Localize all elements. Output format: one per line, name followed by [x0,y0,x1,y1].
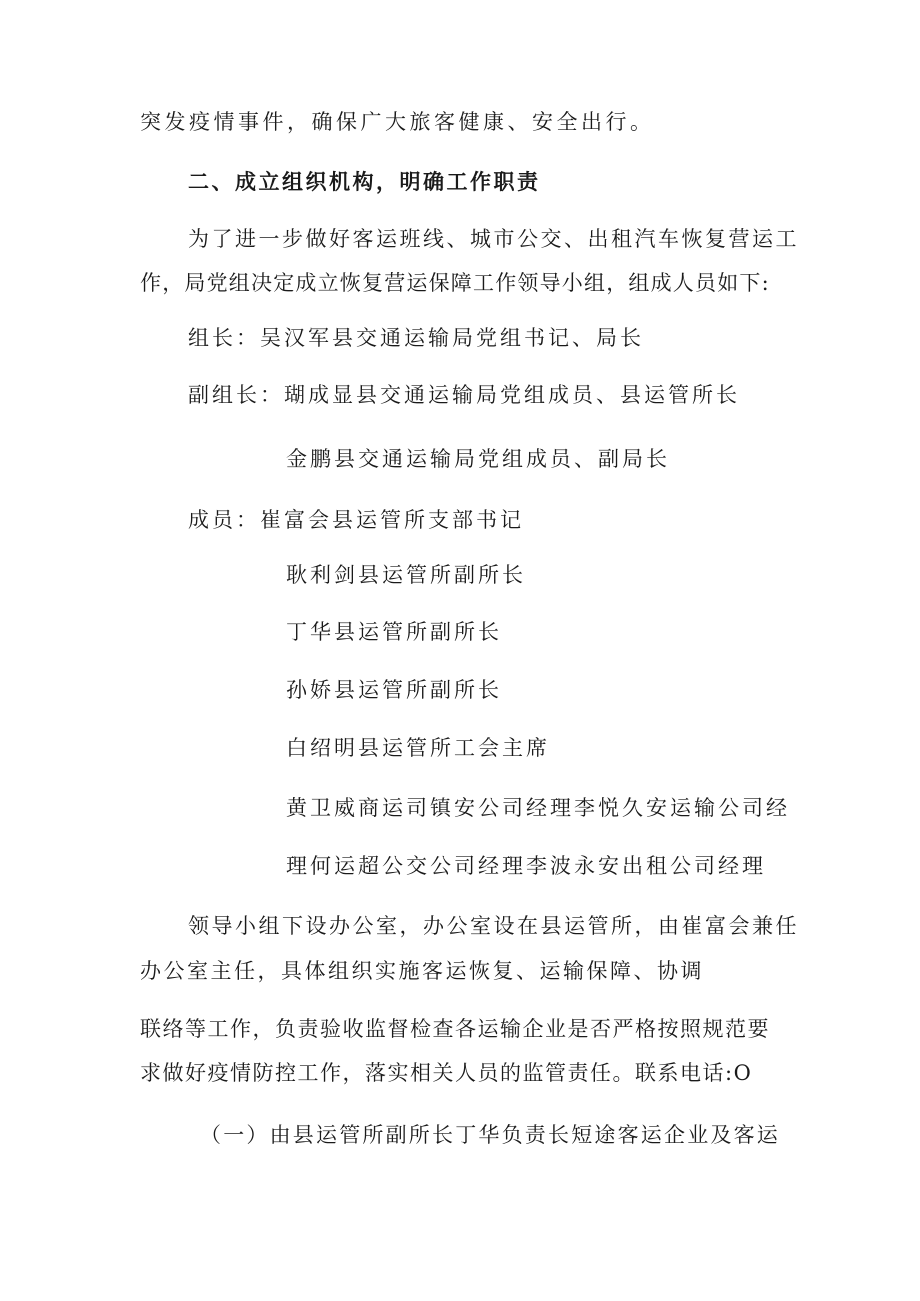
member-line: 孙娇县运管所副所长 [286,678,502,702]
paragraph-line: 联络等工作，负责验收监督检查各运输企业是否严格按照规范要 [140,1017,770,1041]
paragraph-line: （一）由县运管所副所长丁华负责长短途客运企业及客运 [200,1123,780,1147]
member-line: 金鹏县交通运输局党组成员、副局长 [286,447,670,471]
member-line: 白绍明县运管所工会主席 [286,736,550,760]
member-line: 组长：吴汉军县交通运输局党组书记、局长 [188,326,644,350]
member-line: 耿利剑县运管所副所长 [286,563,526,587]
paragraph-line: 办公室主任，具体组织实施客运恢复、运输保障、协调 [140,959,704,983]
member-line: 理何运超公交公司经理李波永安出租公司经理 [286,854,766,878]
paragraph-line: 领导小组下设办公室，办公室设在县运管所，由崔富会兼任 [188,914,799,938]
member-line: 丁华县运管所副所长 [286,620,502,644]
member-line: 成员：崔富会县运管所支部书记 [188,508,524,532]
paragraph-line: 为了进一步做好客运班线、城市公交、出租汽车恢复营运工 [188,227,799,251]
paragraph-line: 突发疫情事件，确保广大旅客健康、安全出行。 [140,110,655,134]
paragraph-line: 求做好疫情防控工作，落实相关人员的监管责任。联系电话:O [140,1061,753,1085]
member-line: 副组长：瑚成显县交通运输局党组成员、县运管所长 [188,383,740,407]
paragraph-line: 作，局党组决定成立恢复营运保障工作领导小组，组成人员如下: [140,271,770,295]
member-line: 黄卫威商运司镇安公司经理李悦久安运输公司经 [286,796,790,820]
section-heading: 二、成立组织机构，明确工作职责 [188,170,541,194]
